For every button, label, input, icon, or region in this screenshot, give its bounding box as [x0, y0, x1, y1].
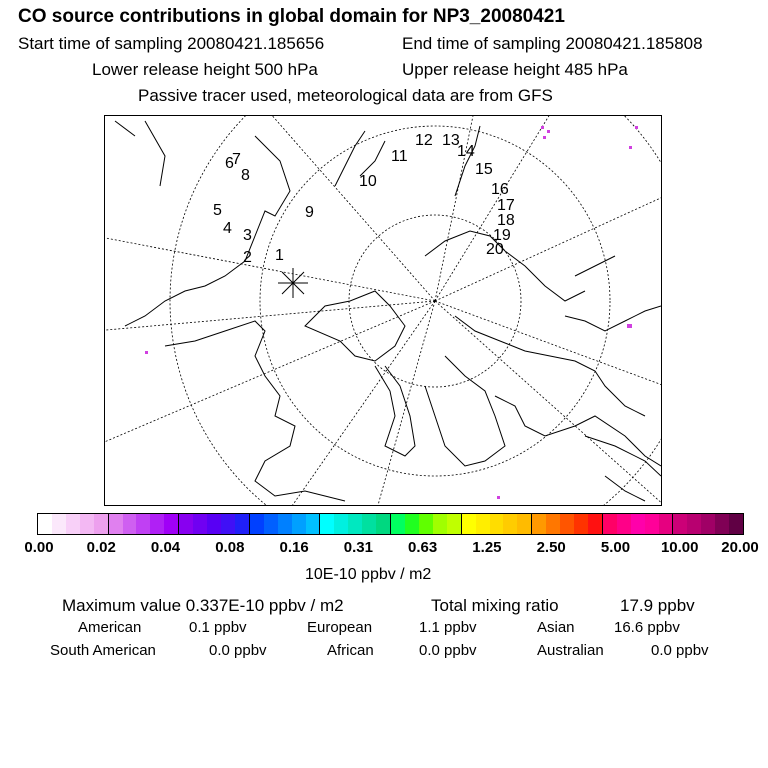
trajectory-label-1: 1	[275, 247, 284, 264]
colorbar-segment	[476, 514, 490, 534]
colorbar-segment	[631, 514, 645, 534]
pixel	[497, 496, 500, 499]
colorbar-segment	[235, 514, 250, 534]
colorbar	[37, 513, 744, 535]
coastline-north-america	[115, 121, 290, 326]
colorbar-segment	[109, 514, 123, 534]
trajectory-label-17: 17	[497, 197, 515, 214]
colorbar-tick-label: 5.00	[600, 539, 631, 556]
source-label-australian: Australian	[537, 642, 604, 659]
source-value-australian: 0.0 ppbv	[651, 642, 709, 659]
source-value-european: 1.1 ppbv	[419, 619, 477, 636]
colorbar-segment	[433, 514, 447, 534]
colorbar-segment	[560, 514, 574, 534]
colorbar-segment	[179, 514, 193, 534]
colorbar-segment	[38, 514, 52, 534]
colorbar-segment	[447, 514, 462, 534]
colorbar-segment	[673, 514, 687, 534]
total-mixing-ratio-value: 17.9 ppbv	[620, 596, 695, 615]
map-canvas	[105, 116, 661, 505]
pixel	[541, 126, 544, 129]
trajectory-label-11: 11	[391, 148, 408, 165]
colorbar-segment	[221, 514, 235, 534]
coastline-greenland-region	[165, 321, 345, 501]
trajectory-label-3: 3	[243, 227, 252, 244]
trajectory-label-2: 2	[243, 249, 252, 266]
source-label-african: African	[327, 642, 374, 659]
upper-release-height: Upper release height 485 hPa	[402, 60, 628, 79]
trajectory-label-7: 7	[232, 151, 241, 168]
source-label-asian: Asian	[537, 619, 575, 636]
pixel	[635, 126, 638, 129]
pixel	[629, 146, 632, 149]
colorbar-segment	[503, 514, 517, 534]
coastline-eurasia	[495, 396, 661, 466]
colorbar-tick-label: 0.63	[408, 539, 438, 556]
colorbar-segment	[207, 514, 221, 534]
plot-title: CO source contributions in global domain for NP3_20080421	[18, 6, 565, 27]
colorbar-segment	[320, 514, 334, 534]
colorbar-tick-label: 0.31	[343, 539, 373, 556]
colorbar-segment	[334, 514, 348, 534]
end-time: End time of sampling 20080421.185808	[402, 34, 703, 53]
trajectory-label-5: 5	[213, 202, 222, 219]
pixel	[543, 136, 546, 139]
colorbar-segment	[306, 514, 321, 534]
colorbar-segment	[574, 514, 588, 534]
colorbar-tick-label: 10.00	[660, 539, 699, 556]
trajectory-labels	[213, 132, 515, 266]
colorbar-segment	[278, 514, 292, 534]
meridian-line	[105, 236, 435, 301]
colorbar-segment	[405, 514, 419, 534]
lower-release-height: Lower release height 500 hPa	[92, 60, 318, 79]
colorbar-tick-label: 0.16	[279, 539, 309, 556]
trajectory-label-18: 18	[497, 212, 515, 229]
source-value-african: 0.0 ppbv	[419, 642, 477, 659]
colorbar-segment	[462, 514, 476, 534]
colorbar-segment	[546, 514, 560, 534]
start-time: Start time of sampling 20080421.185656	[18, 34, 325, 53]
colorbar-segment	[617, 514, 631, 534]
colorbar-segment	[376, 514, 391, 534]
trajectory-label-14: 14	[457, 143, 475, 160]
colorbar-segment	[362, 514, 376, 534]
colorbar-segment	[645, 514, 659, 534]
colorbar-segment	[94, 514, 109, 534]
colorbar-segment	[123, 514, 137, 534]
source-value-south-american: 0.0 ppbv	[209, 642, 267, 659]
colorbar-tick-label: 2.50	[536, 539, 566, 556]
trajectory-label-4: 4	[223, 220, 232, 237]
trajectory-label-16: 16	[491, 181, 509, 198]
colorbar-segment	[729, 514, 743, 534]
coastline-arctic-islands	[305, 291, 405, 361]
concentration-pixels	[145, 126, 638, 499]
pixel	[145, 351, 148, 354]
trajectory-label-19: 19	[493, 227, 511, 244]
colorbar-segment	[701, 514, 715, 534]
coastline-asia-interior	[585, 436, 661, 501]
colorbar-segment	[150, 514, 164, 534]
colorbar-segment	[264, 514, 278, 534]
asterisk-marker	[278, 268, 308, 298]
colorbar-tick-label: 20.00	[721, 539, 759, 556]
meridian-line	[375, 301, 435, 505]
meridian-line	[105, 301, 435, 331]
trajectory-label-20: 20	[486, 241, 504, 258]
coastline-north-europe	[455, 316, 645, 416]
colorbar-segment	[292, 514, 306, 534]
coastlines	[115, 121, 661, 501]
meridian-line	[105, 301, 435, 446]
source-label-south-american: South American	[50, 642, 156, 659]
tracer-note: Passive tracer used, meteorological data are from GFS	[138, 86, 553, 105]
polar-map	[104, 115, 662, 506]
colorbar-tick-label: 0.00	[24, 539, 54, 556]
maximum-value: Maximum value 0.337E-10 ppbv / m2	[62, 596, 344, 615]
colorbar-segment	[715, 514, 729, 534]
source-label-american: American	[78, 619, 142, 636]
colorbar-segment	[391, 514, 405, 534]
source-label-european: European	[307, 619, 373, 636]
pixel	[547, 130, 550, 133]
colorbar-tick-label: 0.08	[215, 539, 245, 556]
colorbar-segment	[250, 514, 264, 534]
colorbar-units: 10E-10 ppbv / m2	[305, 566, 432, 583]
colorbar-segment	[80, 514, 94, 534]
trajectory-label-13: 13	[442, 132, 460, 149]
colorbar-segment	[517, 514, 532, 534]
trajectory-label-15: 15	[475, 161, 493, 178]
colorbar-segment	[532, 514, 546, 534]
colorbar-segment	[348, 514, 362, 534]
colorbar-segment	[490, 514, 504, 534]
trajectory-label-9: 9	[305, 204, 314, 221]
colorbar-segment	[659, 514, 674, 534]
coastline-scandinavia	[425, 356, 505, 466]
source-value-asian: 16.6 ppbv	[614, 619, 680, 636]
colorbar-segment	[136, 514, 150, 534]
colorbar-tick-label: 0.04	[150, 539, 181, 556]
pixel	[627, 324, 632, 328]
meridian-line	[435, 301, 661, 386]
trajectory-label-8: 8	[241, 167, 250, 184]
coastline-greenland	[375, 366, 415, 456]
colorbar-tick-label: 1.25	[472, 539, 502, 556]
colorbar-segment	[603, 514, 617, 534]
meridian-line	[435, 301, 661, 505]
colorbar-segment	[66, 514, 80, 534]
colorbar-segment	[193, 514, 207, 534]
colorbar-tick-label: 0.02	[86, 539, 116, 556]
meridian-line	[255, 116, 435, 301]
meridian-line	[435, 196, 661, 301]
colorbar-segment	[52, 514, 66, 534]
trajectory-label-10: 10	[359, 173, 377, 190]
trajectory-label-12: 12	[415, 132, 433, 149]
trajectory-label-6: 6	[225, 155, 234, 172]
colorbar-segment	[419, 514, 433, 534]
colorbar-segment	[687, 514, 701, 534]
colorbar-segment	[588, 514, 603, 534]
total-mixing-ratio-label: Total mixing ratio	[431, 596, 559, 615]
graticule	[105, 116, 661, 505]
colorbar-segment	[164, 514, 179, 534]
source-value-american: 0.1 ppbv	[189, 619, 247, 636]
